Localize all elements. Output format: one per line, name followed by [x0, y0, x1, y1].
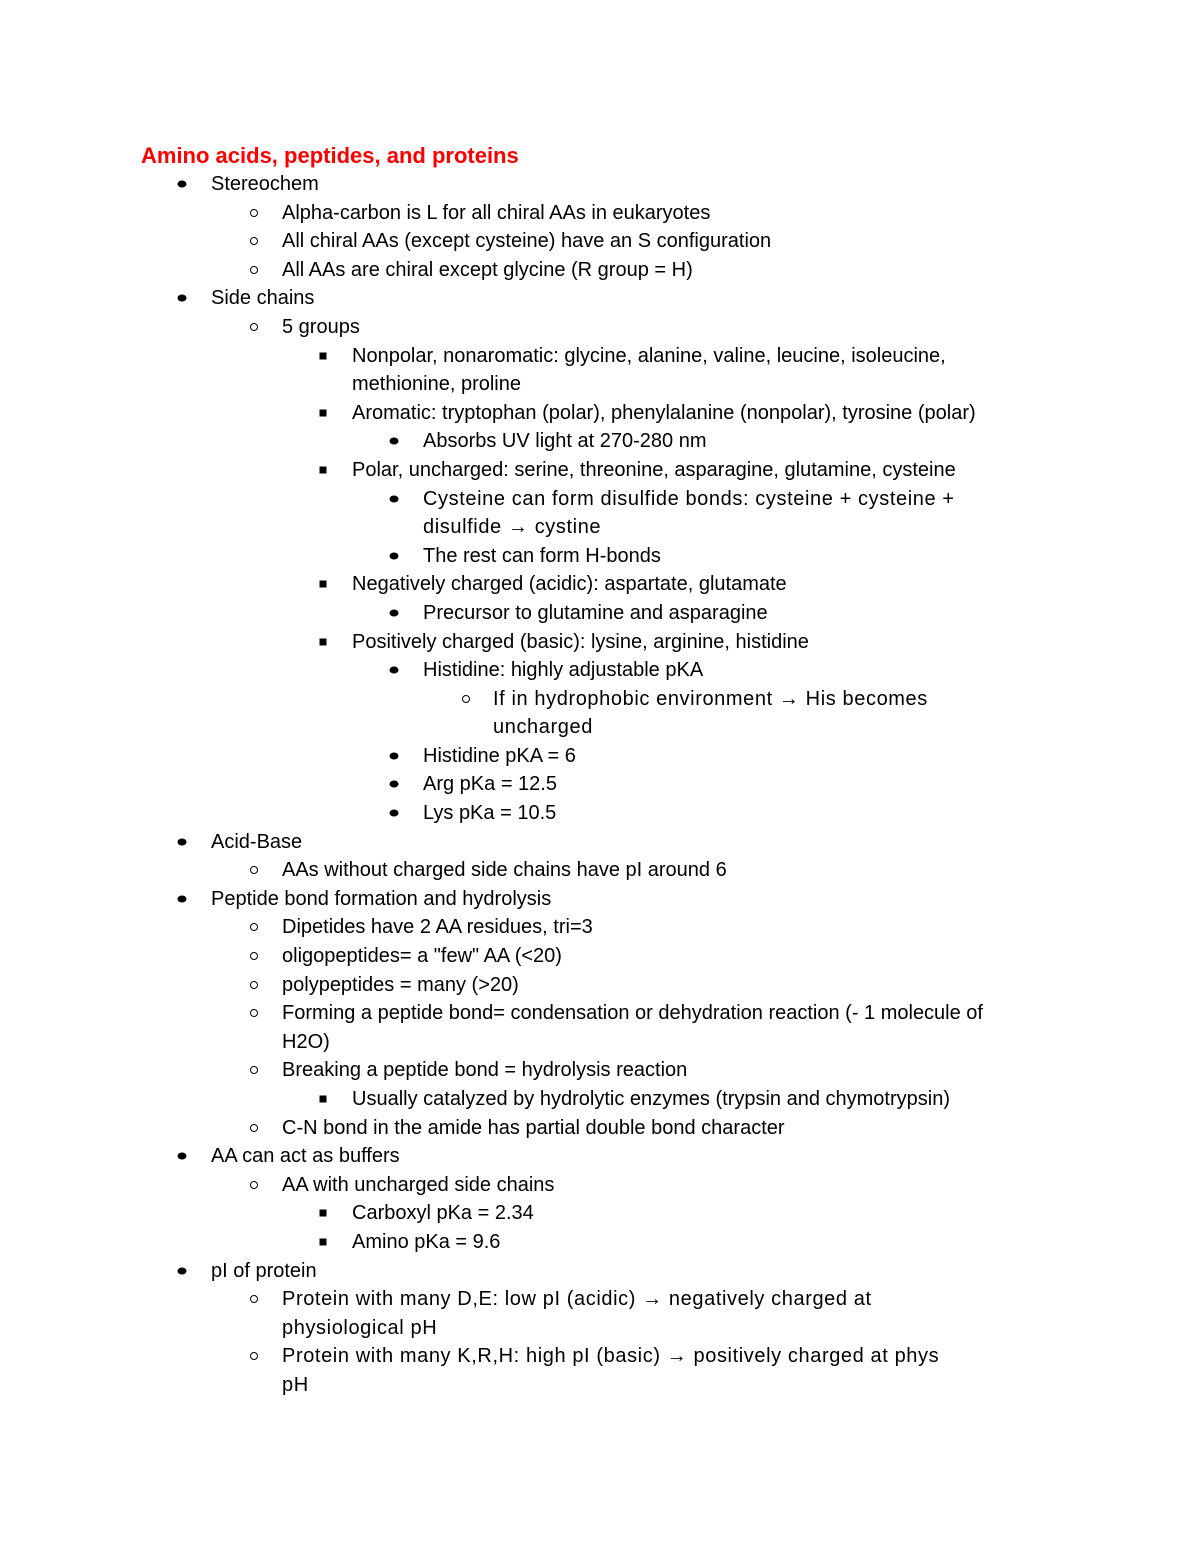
list-item-text: Dipetides have 2 AA residues, tri=3 [282, 916, 593, 939]
square-bullet-icon [320, 466, 327, 473]
list-item-text: Alpha-carbon is L for all chiral AAs in eukaryotes [282, 201, 711, 224]
list-item-text: Protein with many K,R,H: high pI (basic) → positively charged at phys [282, 1345, 940, 1368]
list-item-text: Nonpolar, nonaromatic: glycine, alanine, valine, leucine, isoleucine, [352, 344, 946, 367]
page-title: Amino acids, peptides, and proteins [141, 143, 519, 168]
list-item-text: oligopeptides= a "few" AA (<20) [282, 945, 562, 968]
list-item [0, 770, 1200, 799]
disc-bullet-icon [390, 781, 399, 788]
list-item-text: Acid-Base [211, 830, 303, 853]
list-item [0, 542, 1200, 571]
list-item [0, 1142, 1200, 1171]
list-item [0, 742, 1200, 771]
list-item [0, 256, 1200, 285]
circle-bullet-icon [250, 1009, 258, 1017]
circle-bullet-icon [250, 1181, 258, 1189]
list-item [0, 570, 1200, 599]
list-item-text: Usually catalyzed by hydrolytic enzymes (trypsin and chymotrypsin) [352, 1088, 950, 1110]
disc-bullet-icon [390, 609, 399, 616]
list-item-text: If in hydrophobic environment → His becomes [493, 687, 928, 710]
list-item [0, 856, 1200, 885]
list-item [0, 656, 1200, 685]
disc-bullet-icon [390, 752, 399, 759]
list-item-text: Stereochem [211, 173, 319, 195]
disc-bullet-icon [178, 1267, 187, 1274]
list-item-text: methionine, proline [352, 373, 521, 396]
list-item-text: 5 groups [282, 315, 360, 338]
circle-bullet-icon [250, 1066, 258, 1074]
list-item [0, 913, 1200, 942]
list-item [0, 427, 1200, 456]
list-item [0, 942, 1200, 971]
list-item [0, 456, 1200, 485]
circle-bullet-icon [250, 1124, 258, 1132]
list-item [0, 284, 1200, 313]
list-item [0, 399, 1200, 428]
list-item-text: Side chains [211, 287, 315, 310]
list-item-text: All chiral AAs (except cysteine) have an S configuration [282, 230, 772, 253]
circle-bullet-icon [462, 695, 470, 703]
square-bullet-icon [320, 409, 327, 416]
list-item-text: Histidine pKA = 6 [423, 744, 576, 767]
list-item [0, 1114, 1200, 1143]
list-item-text: AAs without charged side chains have pI around 6 [282, 859, 727, 882]
list-item-text: Polar, uncharged: serine, threonine, asparagine, glutamine, cysteine [352, 458, 956, 481]
circle-bullet-icon [250, 209, 258, 217]
list-item [0, 1342, 1200, 1399]
list-item [0, 828, 1200, 857]
list-item-text: Precursor to glutamine and asparagine [423, 601, 768, 624]
list-item-text: pI of protein [211, 1259, 317, 1282]
list-item [0, 971, 1200, 1000]
list-item-text: physiological pH [282, 1316, 438, 1339]
circle-bullet-icon [250, 323, 258, 331]
list-item [0, 1056, 1200, 1085]
disc-bullet-icon [178, 295, 187, 302]
list-item [0, 685, 1200, 742]
list-item [0, 485, 1200, 542]
circle-bullet-icon [250, 237, 258, 245]
list-item [0, 342, 1200, 399]
circle-bullet-icon [250, 981, 258, 989]
list-item-text: AA can act as buffers [211, 1145, 400, 1168]
list-item [0, 599, 1200, 628]
disc-bullet-icon [178, 838, 187, 845]
square-bullet-icon [320, 1238, 327, 1245]
list-item-text: Lys pKa = 10.5 [423, 802, 557, 825]
list-item [0, 628, 1200, 657]
list-item-text: H2O) [282, 1030, 330, 1053]
disc-bullet-icon [390, 438, 399, 445]
circle-bullet-icon [250, 923, 258, 931]
list-item-text: Absorbs UV light at 270-280 nm [423, 430, 707, 453]
list-item [0, 313, 1200, 342]
list-item-text: All AAs are chiral except glycine (R group = H) [282, 258, 693, 281]
list-item-text: AA with uncharged side chains [282, 1173, 555, 1196]
circle-bullet-icon [250, 952, 258, 960]
disc-bullet-icon [178, 895, 187, 902]
list-item-text: Protein with many D,E: low pI (acidic) → negatively charged at [282, 1288, 872, 1311]
square-bullet-icon [320, 1096, 327, 1103]
disc-bullet-icon [390, 552, 399, 559]
circle-bullet-icon [250, 1295, 258, 1303]
list-item-text: Amino pKa = 9.6 [352, 1230, 501, 1253]
list-item [0, 1199, 1200, 1228]
list-item-text: Arg pKa = 12.5 [423, 773, 557, 796]
list-item-text: Carboxyl pKa = 2.34 [352, 1202, 534, 1225]
list-item-text: Cysteine can form disulfide bonds: cysteine + cysteine + [423, 487, 955, 510]
list-item [0, 999, 1200, 1056]
circle-bullet-icon [250, 1352, 258, 1360]
list-item-text: polypeptides = many (>20) [282, 973, 519, 996]
circle-bullet-icon [250, 866, 258, 874]
square-bullet-icon [320, 352, 327, 359]
list-item [0, 170, 1200, 199]
disc-bullet-icon [178, 1153, 187, 1160]
square-bullet-icon [320, 638, 327, 645]
list-item-text: Histidine: highly adjustable pKA [423, 659, 704, 682]
list-item-text: Peptide bond formation and hydrolysis [211, 887, 552, 910]
list-item-text: Positively charged (basic): lysine, arginine, histidine [352, 630, 809, 653]
list-item [0, 1257, 1200, 1286]
list-item-text: disulfide → cystine [423, 516, 602, 539]
list-item [0, 1085, 1200, 1114]
disc-bullet-icon [390, 495, 399, 502]
disc-bullet-icon [390, 810, 399, 817]
list-item-text: pH [282, 1373, 309, 1396]
list-item-text: The rest can form H-bonds [423, 544, 661, 567]
circle-bullet-icon [250, 266, 258, 274]
square-bullet-icon [320, 1210, 327, 1217]
list-item [0, 1171, 1200, 1200]
list-item-text: Aromatic: tryptophan (polar), phenylalanine (nonpolar), tyrosine (polar) [352, 401, 976, 424]
disc-bullet-icon [390, 667, 399, 674]
list-item [0, 799, 1200, 828]
list-item [0, 1228, 1200, 1257]
list-item-text: C-N bond in the amide has partial double bond character [282, 1116, 785, 1139]
notes-outline [0, 170, 1200, 1400]
list-item [0, 199, 1200, 228]
list-item-text: uncharged [493, 716, 593, 739]
list-item [0, 227, 1200, 256]
list-item-text: Negatively charged (acidic): aspartate, glutamate [352, 573, 787, 596]
list-item-text: Forming a peptide bond= condensation or dehydration reaction (- 1 molecule of [282, 1002, 983, 1025]
square-bullet-icon [320, 581, 327, 588]
disc-bullet-icon [178, 181, 187, 188]
list-item [0, 1285, 1200, 1342]
list-item-text: Breaking a peptide bond = hydrolysis reaction [282, 1059, 688, 1082]
list-item [0, 885, 1200, 914]
